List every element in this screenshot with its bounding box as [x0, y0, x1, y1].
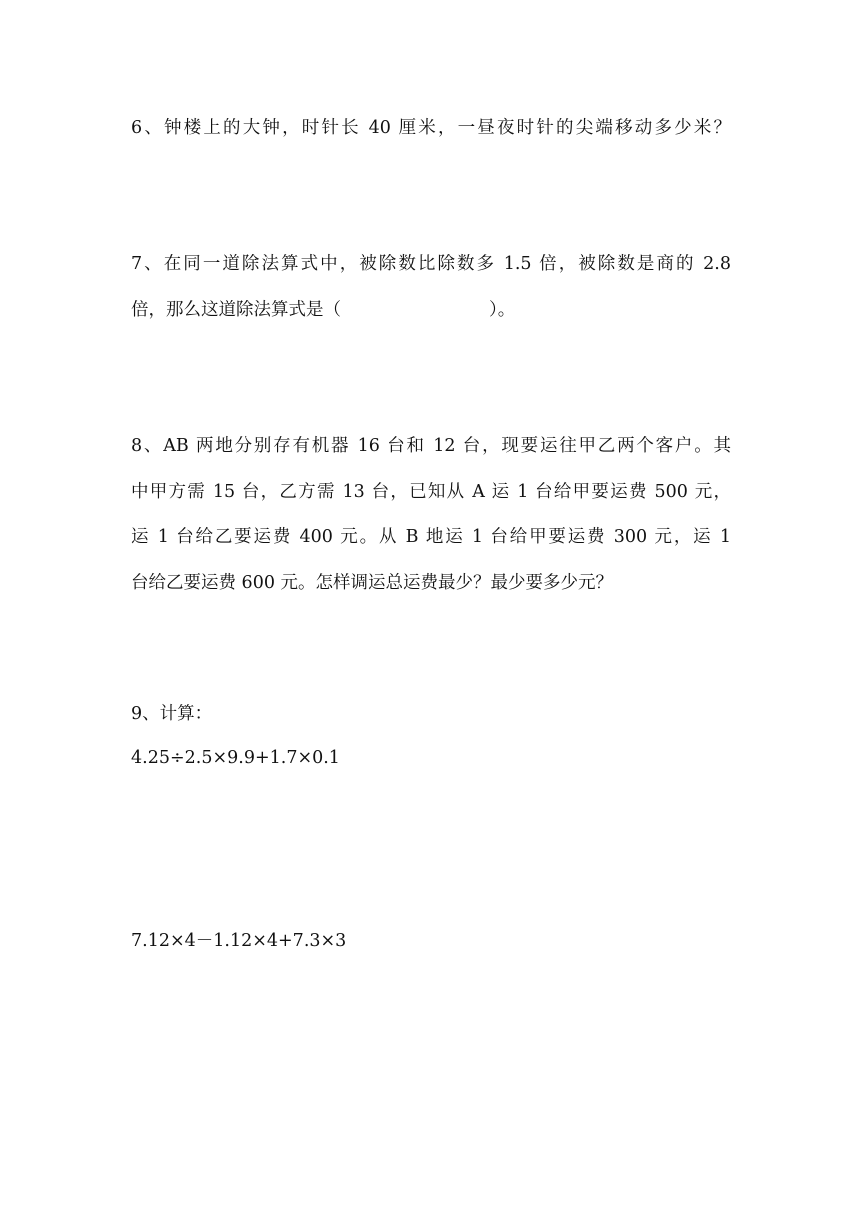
question-7-line-2	[131, 298, 515, 322]
question-8-line-3: 运 1 台给乙要运费 400 元。从 B 地运 1 台给甲要运费 300 元，运 1	[131, 527, 731, 547]
question-7-line-2-suffix: ）。	[489, 300, 516, 320]
question-8-line-1: 8、AB 两地分别存有机器 16 台和 12 台，现要运往甲乙两个客户。其	[131, 436, 731, 456]
question-9-heading: 9、计算：	[131, 704, 213, 724]
calculation-expression-2: 7.12×4－1.12×4+7.3×3	[131, 931, 347, 951]
question-8-line-2: 中甲方需 15 台，乙方需 13 台，已知从 A 运 1 台给甲要运费 500 元，	[131, 482, 731, 502]
question-6-line-1: 6、钟楼上的大钟，时针长 40 厘米，一昼夜时针的尖端移动多少米？	[131, 118, 731, 138]
calculation-expression-1: 4.25÷2.5×9.9+1.7×0.1	[131, 748, 340, 768]
question-7-line-2-prefix: 倍，那么这道除法算式是（	[131, 300, 341, 320]
question-8-line-4: 台给乙要运费 600 元。怎样调运总运费最少？最少要多少元？	[131, 573, 614, 593]
question-7-line-1: 7、在同一道除法算式中，被除数比除数多 1.5 倍，被除数是商的 2.8	[131, 254, 731, 274]
